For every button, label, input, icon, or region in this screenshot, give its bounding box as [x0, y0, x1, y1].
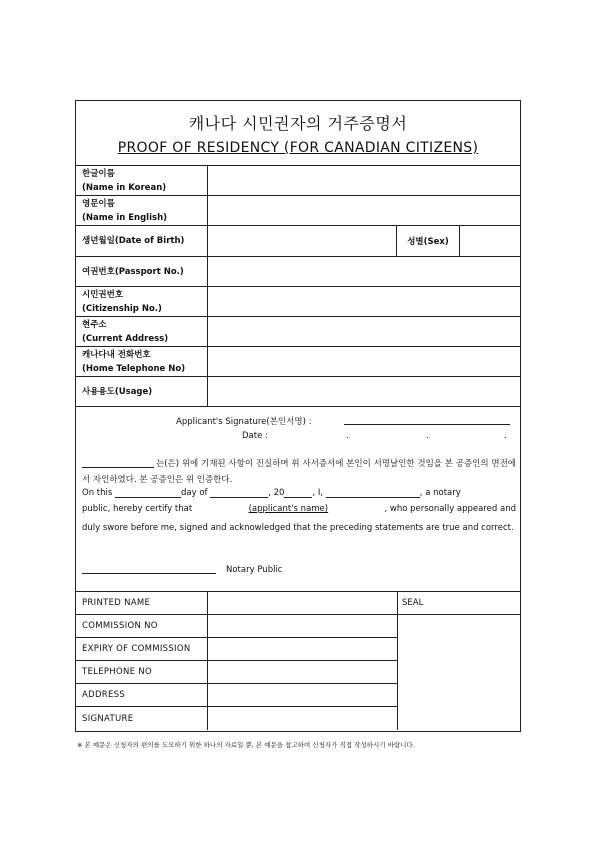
label-address — [76, 317, 208, 346]
english-cert-line3: duly swore before me, signed and acknowledged that the preceding statements are true and correct. — [82, 523, 514, 533]
label-en: (Citizenship No.) — [82, 303, 162, 314]
field-usage[interactable] — [208, 377, 520, 406]
korean-cert: 는(은) 위에 기재된 사항이 진실하며 위 사서증서에 본인이 서명날인한 것임을 본 공증인의 면전에서 자인하였다. 본 공증인은 위 인증한다. — [82, 459, 516, 485]
label-ko: 시민권번호 — [82, 289, 124, 300]
row-passport — [76, 257, 520, 287]
row-dob-sex — [76, 226, 520, 257]
label-usage — [76, 377, 208, 406]
row-citizenship — [76, 287, 520, 317]
notary-name-blank[interactable] — [326, 488, 420, 498]
label-ko: 영문이름 — [82, 198, 115, 209]
label-en: (Home Telephone No) — [82, 363, 186, 374]
row-address — [76, 317, 520, 347]
seal-box[interactable] — [398, 615, 520, 730]
seal-area — [398, 592, 520, 730]
label-commission-no: COMMISSION NO — [76, 615, 208, 637]
label-notary-address: ADDRESS — [76, 684, 208, 706]
text: public, hereby certify that — [82, 504, 193, 514]
field-telephone-no[interactable] — [208, 661, 397, 683]
field-telephone[interactable] — [208, 347, 520, 376]
row-usage — [76, 377, 520, 407]
label-en: (Name in English) — [82, 212, 168, 223]
text: day of — [181, 488, 208, 498]
text: , a notary — [419, 488, 461, 498]
field-sex[interactable] — [460, 226, 520, 256]
field-dob[interactable] — [208, 226, 396, 256]
date-separator: . — [346, 431, 349, 441]
seal-label: SEAL — [398, 592, 520, 615]
label-ko: 생년월일(Date of Birth) — [82, 236, 185, 246]
field-expiry[interactable] — [208, 638, 397, 660]
label-ko: 한글이름 — [82, 168, 115, 179]
notary-signature-line[interactable] — [82, 564, 216, 574]
certification-section — [76, 407, 520, 592]
month-blank[interactable] — [210, 488, 268, 498]
label-en: (Current Address) — [82, 333, 169, 344]
applicant-name-blank[interactable]: (applicant's name) — [248, 504, 329, 514]
label-ko: 현주소 — [82, 319, 107, 330]
label-name-english — [76, 196, 208, 225]
label-citizenship — [76, 287, 208, 316]
english-cert-line2 — [82, 504, 516, 514]
field-passport[interactable] — [208, 257, 520, 286]
notary-public-label: Notary Public — [226, 565, 283, 575]
year-blank[interactable] — [284, 488, 312, 498]
field-printed-name[interactable] — [208, 592, 397, 614]
residency-form — [75, 100, 521, 732]
date-label: Date : — [242, 431, 268, 441]
label-passport — [76, 257, 208, 286]
day-blank[interactable] — [115, 488, 181, 498]
label-notary-signature: SIGNATURE — [76, 707, 208, 730]
field-notary-signature[interactable] — [208, 707, 397, 730]
field-notary-address[interactable] — [208, 684, 397, 706]
footnote: ※ 본 예문은 신청자의 편의를 도모하기 위한 하나의 자료일 뿐, 본 예문을 참고하여 신청자가 직접 작성하시기 바랍니다. — [77, 741, 415, 749]
label-ko: 캐나다내 전화번호 — [82, 349, 151, 360]
name-blank[interactable] — [82, 458, 154, 468]
title-korean: 캐나다 시민권자의 거주증명서 — [188, 114, 408, 133]
title-english: PROOF OF RESIDENCY (FOR CANADIAN CITIZENS) — [117, 140, 479, 156]
field-name-korean[interactable] — [208, 166, 520, 195]
signature-label: Applicant's Signature(본인서명) : — [176, 417, 312, 427]
text: On this — [82, 488, 113, 498]
label-ko: 여권번호(Passport No.) — [82, 266, 184, 277]
label-ko: 사용용도(Usage) — [82, 386, 153, 397]
notary-row — [76, 638, 397, 661]
field-address[interactable] — [208, 317, 520, 346]
notary-fields — [76, 592, 398, 730]
notary-row — [76, 615, 397, 638]
text: , who personally appeared and — [384, 504, 516, 514]
english-cert-line1 — [82, 488, 461, 498]
label-en: (Name in Korean) — [82, 182, 167, 193]
label-printed-name: PRINTED NAME — [76, 592, 208, 614]
field-name-english[interactable] — [208, 196, 520, 225]
text: , 20 — [268, 488, 285, 498]
notary-row — [76, 684, 397, 707]
notary-row — [76, 661, 397, 684]
row-name-korean — [76, 166, 520, 196]
label-expiry: EXPIRY OF COMMISSION — [76, 638, 208, 660]
notary-table — [76, 592, 520, 730]
date-separator: . — [426, 431, 429, 441]
signature-line[interactable] — [344, 415, 510, 425]
title-block — [76, 101, 520, 166]
label-telephone — [76, 347, 208, 376]
text: , I, — [312, 488, 324, 498]
date-separator: . — [504, 431, 507, 441]
label-name-korean — [76, 166, 208, 195]
label-sex: 성별(Sex) — [396, 226, 460, 256]
field-commission-no[interactable] — [208, 615, 397, 637]
notary-row — [76, 592, 397, 615]
row-name-english — [76, 196, 520, 226]
field-citizenship[interactable] — [208, 287, 520, 316]
label-telephone-no: TELEPHONE NO — [76, 661, 208, 683]
notary-row — [76, 707, 397, 730]
row-telephone — [76, 347, 520, 377]
label-dob — [76, 226, 208, 256]
